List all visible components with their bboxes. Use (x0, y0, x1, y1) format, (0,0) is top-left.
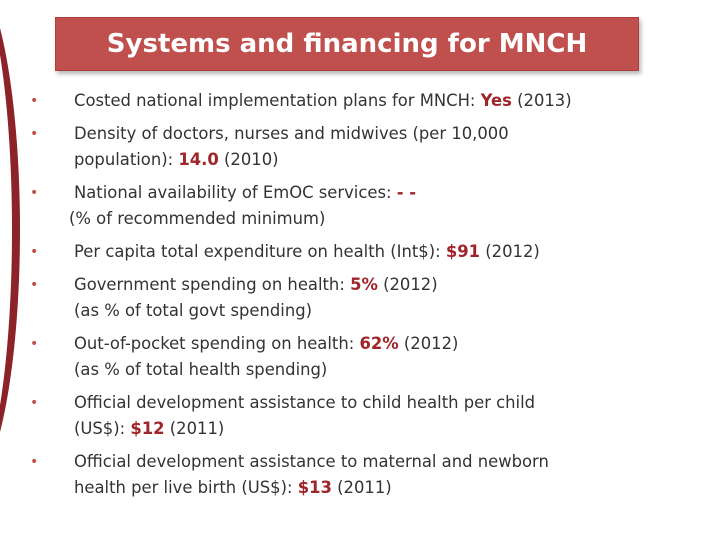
indicator-value: $13 (297, 478, 332, 497)
list-item: • Official development assistance to child health per child (US$): $12 (2011) (28, 390, 708, 442)
bullet-icon: • (30, 93, 39, 109)
indicator-list (28, 88, 708, 508)
list-item: • Government spending on health: 5% (2012) (as % of total govt spending) (28, 272, 708, 324)
indicator-value: 62% (359, 334, 399, 353)
indicator-value: - - (396, 183, 417, 202)
bullet-icon: • (30, 244, 39, 260)
bullet-icon: • (30, 126, 39, 142)
indicator-value: Yes (480, 91, 512, 110)
indicator-value: $91 (445, 242, 481, 261)
bullet-icon: • (30, 336, 39, 352)
bullet-icon: • (30, 395, 39, 411)
list-item: • Out-of-pocket spending on health: 62% (2012) (as % of total health spending) (28, 331, 708, 383)
list-item: • Official development assistance to maternal and newborn health per live birth (US$): $13 (2011) (28, 449, 708, 501)
slide-title: Systems and financing for MNCH (106, 29, 588, 59)
title-banner (55, 17, 639, 71)
indicator-value: 5% (350, 275, 378, 294)
bullet-icon: • (30, 454, 39, 470)
decorative-arc (0, 0, 20, 490)
list-item: • Costed national implementation plans for MNCH: Yes (2013) (28, 88, 708, 114)
list-item: • Per capita total expenditure on health (Int$): $91 (2012) (28, 239, 708, 265)
list-item: • Density of doctors, nurses and midwives (per 10,000 population): 14.0 (2010) (28, 121, 708, 173)
indicator-value: $12 (130, 419, 165, 438)
indicator-value: 14.0 (178, 150, 219, 169)
bullet-icon: • (30, 185, 39, 201)
bullet-icon: • (30, 277, 39, 293)
list-item: • National availability of EmOC services: - - (% of recommended minimum) (28, 180, 708, 232)
